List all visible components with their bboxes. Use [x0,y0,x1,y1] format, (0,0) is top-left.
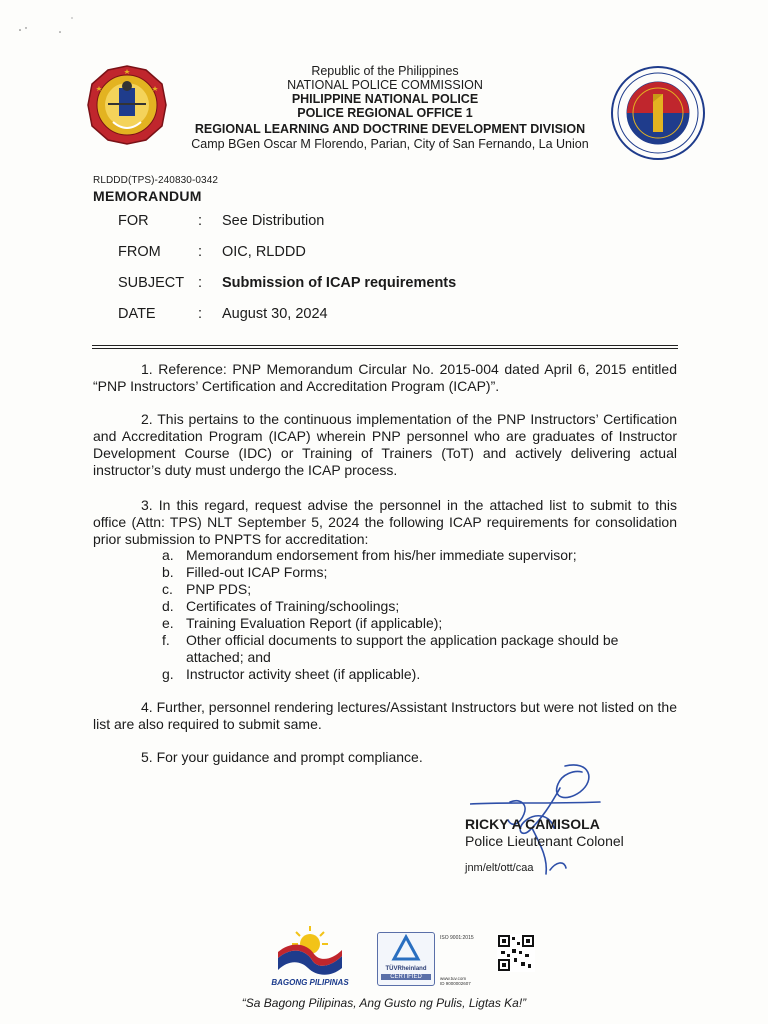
header-napolcom: NATIONAL POLICE COMMISSION [287,78,483,92]
divider [92,345,678,346]
list-item: c. PNP PDS; [162,581,252,597]
header-pnp: PHILIPPINE NATIONAL POLICE [291,92,479,106]
memo-value: OIC, RLDDD [222,244,306,260]
memo-value: Submission of ICAP requirements [222,275,457,291]
memo-colon: : [198,306,203,322]
bagong-pilipinas-logo-icon [272,922,348,978]
header-address: Camp BGen Oscar M Florendo, Parian, City of San Fernando, La Union [191,137,589,151]
reference-number: RLDDD(TPS)-240830-0342 [93,175,219,186]
memo-label: FROM [118,244,161,260]
list-item: d. Certificates of Training/schoolings; [162,598,400,614]
letterhead [0,62,768,162]
paragraph-5: 5. For your guidance and prompt compliance. [141,749,423,765]
list-item: e. Training Evaluation Report (if applicable); [162,615,443,631]
qr-code-icon [497,934,535,972]
paragraph-1: 1. Reference: PNP Memorandum Circular No. 2015-004 dated April 6, 2015 entitled “PNP Instructors’ Certification and Accreditation Program (ICAP)”. [93,361,677,394]
scan-marks [14,14,84,38]
memo-label: DATE [118,306,156,322]
certification-id: www.tuv.com ID 9000002607 [440,976,471,986]
divider [92,348,678,349]
list-item: g. Instructor activity sheet (if applicable). [162,666,421,682]
signatory-name: RICKY A CAMISOLA [465,816,600,832]
header-division: REGIONAL LEARNING AND DOCTRINE DEVELOPMENT DIVISION [194,122,586,136]
memo-value: See Distribution [222,213,325,229]
reference-initials: jnm/elt/ott/caa [465,862,534,874]
footer-slogan: “Sa Bagong Pilipinas, Ang Gusto ng Pulis, Ligtas Ka!” [241,996,527,1010]
list-item: a. Memorandum endorsement from his/her immediate supervisor; [162,547,577,563]
list-item: b. Filled-out ICAP Forms; [162,564,328,580]
memo-colon: : [198,275,203,291]
list-item: f. Other official documents to support the application package should be attached; and [162,632,619,665]
header-republic: Republic of the Philippines [311,64,459,78]
paragraph-3: 3. In this regard, request advise the personnel in the attached list to submit to this office (Attn: TPS) NLT September 5, 2024 the following ICAP requirements for consolidation prior submission to PNPTS for accreditation: [93,497,677,547]
memo-colon: : [198,244,203,260]
header-pro1: POLICE REGIONAL OFFICE 1 [297,106,473,120]
bagong-pilipinas-label: BAGONG PILIPINAS [271,978,349,987]
memo-colon: : [198,213,203,229]
memo-label: FOR [118,213,149,229]
tuv-label: TÜVRheinland CERTIFIED [377,966,435,980]
memo-value: August 30, 2024 [222,306,328,322]
paragraph-4: 4. Further, personnel rendering lectures/Assistant Instructors but were not listed on the list are also required to submit same. [93,699,677,732]
signatory-rank: Police Lieutenant Colonel [465,833,624,849]
iso-label: ISO 9001:2015 [440,935,474,941]
memo-title: MEMORANDUM [93,188,202,204]
memo-label: SUBJECT [118,275,185,291]
paragraph-2: 2. This pertains to the continuous implementation of the PNP Instructors’ Certification and Accreditation Program (ICAP) wherein PNP personnel who are graduates of Instructor Development Course (IDC) or Training of Trainers (ToT) and actively delivering actual instructor’s duty must undergo the ICAP process. [93,411,677,478]
